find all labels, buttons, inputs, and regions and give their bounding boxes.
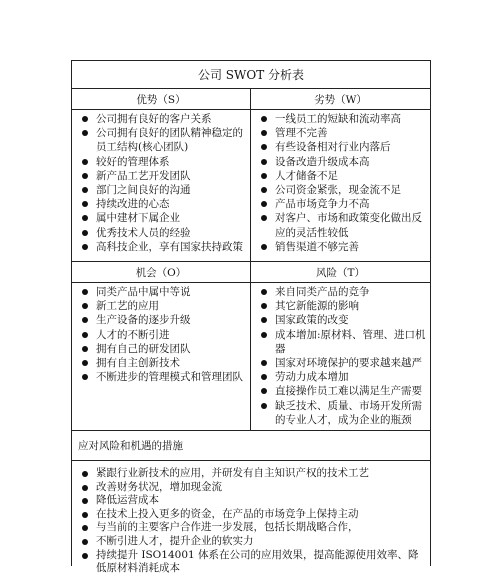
- list-item: [257, 197, 426, 211]
- list-item-text: 产品市场竞争力不高: [275, 198, 370, 211]
- bullet-icon: [82, 159, 88, 165]
- list-item-text: 生产设备的逐步升级: [96, 314, 191, 327]
- bullet-icon: [82, 244, 88, 250]
- opportunities-threats-row: [72, 262, 430, 431]
- strengths-cell: [72, 89, 251, 261]
- list-item-text: 劳动力成本增加: [275, 371, 349, 384]
- list-item: [78, 467, 426, 481]
- list-item: [257, 183, 426, 197]
- list-item-text: 优秀技术人员的经验: [96, 226, 191, 239]
- list-item: [257, 140, 426, 154]
- bullet-icon: [82, 539, 88, 545]
- list-item: [78, 313, 246, 327]
- strengths-weaknesses-row: [72, 89, 430, 262]
- list-item-text: 来自同类产品的竞争: [275, 286, 370, 298]
- bullet-icon: [82, 332, 88, 338]
- list-item: [78, 342, 246, 356]
- list-item-text: 缺乏技术、质量、市场开发所需的专业人才，成为企业的瓶颈: [275, 399, 422, 426]
- list-item: [78, 521, 426, 535]
- bullet-icon: [261, 388, 267, 394]
- list-item-text: 其它新能源的影响: [275, 300, 359, 313]
- list-item: [78, 494, 426, 508]
- bullet-icon: [261, 187, 267, 193]
- bullet-icon: [82, 289, 88, 295]
- list-item-text: 不断引进人才，提升企业的软实力: [96, 534, 254, 547]
- threats-heading: 风险（T）: [251, 262, 430, 283]
- measures-list: [72, 461, 430, 576]
- bullet-icon: [82, 346, 88, 352]
- bullet-icon: [261, 303, 267, 309]
- list-item: [257, 299, 426, 313]
- bullet-icon: [261, 332, 267, 338]
- swot-table: [71, 60, 431, 575]
- list-item: [78, 197, 246, 211]
- opportunities-heading: 机会（O）: [72, 262, 250, 283]
- list-item-text: 成本增加:原材料、管理、进口机器: [275, 328, 426, 355]
- list-item-text: 公司拥有良好的团队精神稳定的员工结构(核心团队): [96, 127, 243, 154]
- bullet-icon: [82, 360, 88, 366]
- list-item-text: 不断进步的管理模式和管理团队: [96, 371, 243, 384]
- bullet-icon: [261, 403, 267, 409]
- list-item-text: 高科技企业，享有国家扶持政策: [96, 240, 243, 253]
- bullet-icon: [261, 317, 267, 323]
- weaknesses-cell: [251, 89, 430, 261]
- opportunities-list: [72, 283, 250, 384]
- list-item: [78, 370, 246, 384]
- list-item: [257, 240, 426, 254]
- list-item-text: 较好的管理体系: [96, 155, 170, 168]
- list-item-text: 紧跟行业新技术的应用，并研发有自主知识产权的技术工艺: [96, 467, 369, 479]
- list-item-text: 部门之间良好的沟通: [96, 184, 191, 197]
- list-item-text: 销售渠道不够完善: [275, 240, 359, 253]
- list-item-text: 改善财务状况，增加现金流: [96, 480, 222, 493]
- list-item: [78, 126, 246, 154]
- list-item: [257, 155, 426, 169]
- table-title: 公司 SWOT 分析表: [72, 61, 430, 89]
- bullet-icon: [82, 374, 88, 380]
- bullet-icon: [82, 116, 88, 122]
- bullet-icon: [261, 244, 267, 250]
- list-item-text: 新产品工艺开发团队: [96, 169, 191, 182]
- list-item: [257, 169, 426, 183]
- bullet-icon: [82, 317, 88, 323]
- list-item: [78, 549, 426, 576]
- list-item-text: 降低运营成本: [96, 494, 159, 507]
- list-item: [257, 328, 426, 356]
- list-item-text: 管理不完善: [275, 127, 328, 140]
- list-item-text: 人才储备不足: [275, 169, 338, 182]
- bullet-icon: [261, 173, 267, 179]
- list-item: [78, 226, 246, 240]
- list-item: [78, 112, 246, 126]
- bullet-icon: [261, 374, 267, 380]
- list-item-text: 公司拥有良好的客户关系: [96, 113, 212, 125]
- list-item: [257, 285, 426, 299]
- list-item: [78, 535, 426, 549]
- threats-cell: [251, 262, 430, 430]
- list-item: [78, 169, 246, 183]
- bullet-icon: [82, 201, 88, 207]
- list-item-text: 有些设备相对行业内落后: [275, 141, 391, 154]
- list-item-text: 直接操作员工难以满足生产需要: [275, 385, 422, 398]
- list-item: [78, 211, 246, 225]
- bullet-icon: [82, 553, 88, 559]
- strengths-heading: 优势（S）: [72, 89, 250, 110]
- list-item-text: 设备改造升级成本高: [275, 155, 370, 168]
- list-item: [257, 112, 426, 126]
- measures-section: [72, 431, 430, 576]
- list-item: [257, 356, 426, 370]
- list-item: [257, 313, 426, 327]
- bullet-icon: [82, 498, 88, 504]
- bullet-icon: [82, 215, 88, 221]
- bullet-icon: [261, 215, 267, 221]
- weaknesses-list: [251, 110, 430, 254]
- bullet-icon: [82, 230, 88, 236]
- list-item: [78, 183, 246, 197]
- opportunities-cell: [72, 262, 251, 430]
- list-item-text: 国家对环境保护的要求越来越严: [275, 357, 422, 370]
- list-item-text: 同类产品中属中等说: [96, 286, 191, 298]
- measures-heading: 应对风险和机遇的措施: [72, 431, 430, 461]
- bullet-icon: [82, 525, 88, 531]
- bullet-icon: [261, 130, 267, 136]
- bullet-icon: [82, 173, 88, 179]
- threats-list: [251, 283, 430, 427]
- list-item: [257, 211, 426, 239]
- bullet-icon: [82, 187, 88, 193]
- bullet-icon: [82, 485, 88, 491]
- list-item-text: 拥有自己的研发团队: [96, 342, 191, 355]
- list-item: [78, 285, 246, 299]
- bullet-icon: [82, 471, 88, 477]
- list-item-text: 公司资金紧张，现金流不足: [275, 184, 401, 197]
- bullet-icon: [261, 289, 267, 295]
- list-item-text: 人才的不断引进: [96, 328, 170, 341]
- list-item: [78, 356, 246, 370]
- list-item-text: 国家政策的改变: [275, 314, 349, 327]
- list-item-text: 在技术上投入更多的资金，在产品的市场竞争上保持主动: [96, 507, 359, 520]
- list-item-text: 一线员工的短缺和流动率高: [275, 113, 401, 125]
- list-item-text: 持续提升 ISO14001 体系在公司的应用效果，提高能源使用效率、降低原材料消耗成本: [96, 548, 419, 575]
- list-item-text: 持续改进的心态: [96, 198, 170, 211]
- bullet-icon: [261, 360, 267, 366]
- list-item: [257, 126, 426, 140]
- list-item-text: 拥有自主创新技术: [96, 357, 180, 370]
- list-item-text: 新工艺的应用: [96, 300, 159, 313]
- bullet-icon: [261, 201, 267, 207]
- strengths-list: [72, 110, 250, 254]
- list-item: [78, 508, 426, 522]
- list-item-text: 属中建材下属企业: [96, 212, 180, 225]
- bullet-icon: [82, 303, 88, 309]
- list-item: [257, 399, 426, 427]
- bullet-icon: [82, 512, 88, 518]
- list-item: [78, 299, 246, 313]
- list-item-text: 对客户、市场和政策变化做出反应的灵活性较低: [275, 212, 422, 239]
- weaknesses-heading: 劣势（W）: [251, 89, 430, 110]
- list-item: [257, 370, 426, 384]
- bullet-icon: [261, 159, 267, 165]
- list-item-text: 与当前的主要客户合作进一步发展，包括长期战略合作，: [96, 521, 359, 534]
- list-item: [78, 240, 246, 254]
- list-item: [257, 384, 426, 398]
- bullet-icon: [82, 130, 88, 136]
- bullet-icon: [261, 116, 267, 122]
- list-item: [78, 328, 246, 342]
- list-item: [78, 481, 426, 495]
- list-item: [78, 155, 246, 169]
- bullet-icon: [261, 144, 267, 150]
